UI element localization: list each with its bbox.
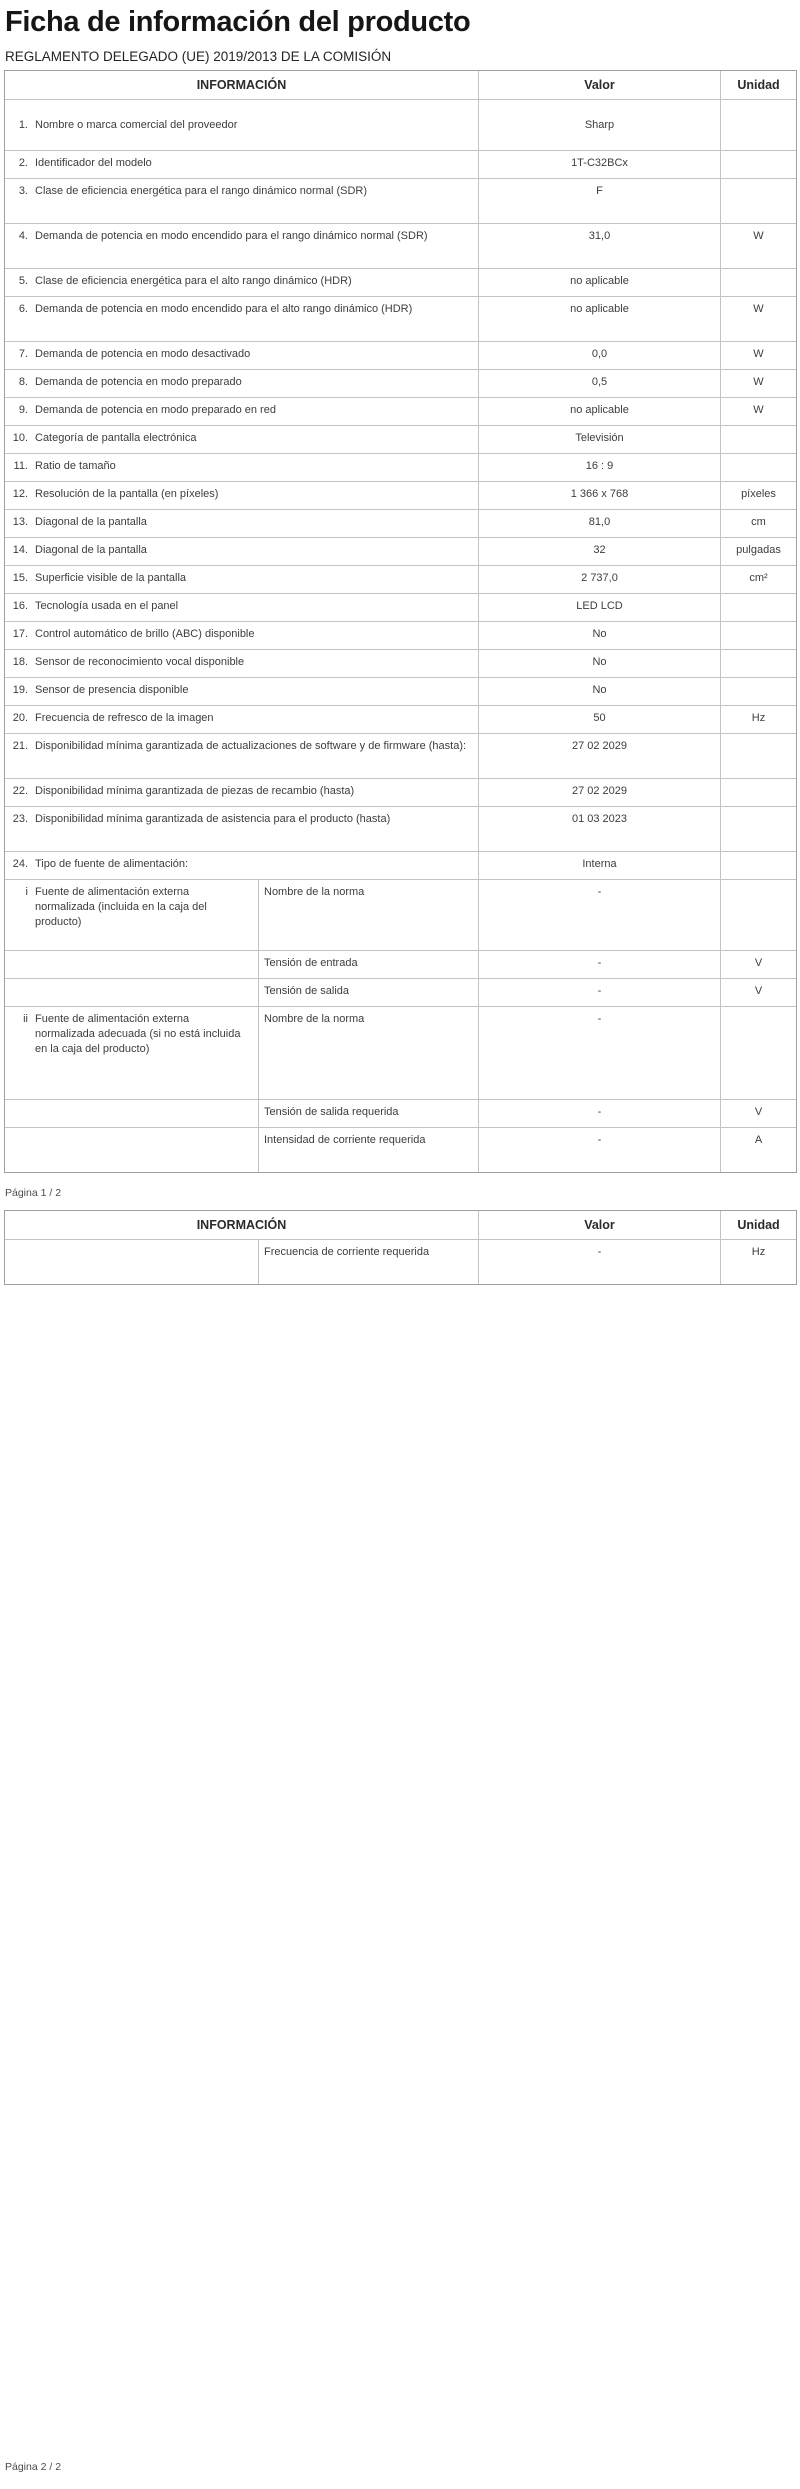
row-unit (720, 807, 796, 851)
row-info-cell (5, 297, 478, 341)
row-info-cell (5, 342, 478, 369)
row-info-cell (5, 370, 478, 397)
row-number: 7. (18, 348, 28, 360)
row-label: Resolución de la pantalla (en píxeles) (35, 488, 219, 500)
row-unit: cm (720, 510, 796, 537)
row-number: i (25, 886, 28, 898)
row-value: 81,0 (478, 510, 720, 537)
table-row-power-supply (5, 1006, 796, 1099)
row-label: Disponibilidad mínima garantizada de actualizaciones de software y de firmware (hasta): (35, 740, 467, 752)
row-value: 0,5 (478, 370, 720, 397)
row-sublabel: Tensión de salida requerida (258, 1100, 478, 1127)
row-info-cell (5, 482, 478, 509)
row-sublabel: Frecuencia de corriente requerida (258, 1240, 478, 1284)
row-number: 12. (12, 488, 28, 500)
row-value: no aplicable (478, 398, 720, 425)
row-unit (720, 880, 796, 950)
row-unit (720, 151, 796, 178)
row-unit: W (720, 370, 796, 397)
row-value: 31,0 (478, 224, 720, 268)
row-value: Televisión (478, 426, 720, 453)
row-label: Clase de eficiencia energética para el alto rango dinámico (HDR) (35, 275, 352, 287)
row-label: Demanda de potencia en modo encendido para el alto rango dinámico (HDR) (35, 303, 413, 315)
row-value: No (478, 650, 720, 677)
row-unit: V (720, 979, 796, 1006)
row-unit: Hz (720, 1240, 796, 1284)
row-value: Sharp (478, 100, 720, 150)
row-info-cell (5, 1007, 258, 1099)
row-number: 17. (12, 628, 28, 640)
row-number: 16. (12, 600, 28, 612)
row-info-cell (5, 807, 478, 851)
row-number: 8. (18, 376, 28, 388)
row-unit: Hz (720, 706, 796, 733)
row-number: 6. (18, 303, 28, 315)
row-number: 19. (12, 684, 28, 696)
row-number: 3. (18, 185, 28, 197)
row-sublabel: Nombre de la norma (258, 1007, 478, 1099)
row-label: Tipo de fuente de alimentación: (35, 858, 189, 870)
column-header-valor: Valor (478, 1211, 720, 1239)
row-label: Identificador del modelo (35, 157, 152, 169)
row-unit: píxeles (720, 482, 796, 509)
row-value: 32 (478, 538, 720, 565)
row-info-cell (5, 706, 478, 733)
row-value: No (478, 678, 720, 705)
row-sublabel: Nombre de la norma (258, 880, 478, 950)
row-number: 22. (12, 785, 28, 797)
table-row-power-supply (5, 1099, 796, 1127)
row-sublabel: Tensión de salida (258, 979, 478, 1006)
row-unit (720, 269, 796, 296)
row-label: Demanda de potencia en modo preparado (35, 376, 242, 388)
row-info-cell (5, 979, 258, 1006)
table-row (5, 778, 796, 806)
row-info-cell (5, 678, 478, 705)
row-number: 14. (12, 544, 28, 556)
table-row (5, 565, 796, 593)
row-info-cell (5, 1128, 258, 1172)
row-info-cell (5, 1100, 258, 1127)
page-footer-1: Página 1 / 2 (5, 1187, 62, 1199)
row-number: 15. (12, 572, 28, 584)
row-unit (720, 622, 796, 649)
table-row (5, 851, 796, 879)
table-row (5, 453, 796, 481)
row-value: no aplicable (478, 297, 720, 341)
row-value: 2 737,0 (478, 566, 720, 593)
table-row (5, 178, 796, 223)
table-row (5, 705, 796, 733)
row-number: 21. (12, 740, 28, 752)
row-info-cell (5, 880, 258, 950)
table-row (5, 733, 796, 778)
row-value: - (478, 1100, 720, 1127)
row-label: Nombre o marca comercial del proveedor (35, 119, 238, 131)
table-row (5, 677, 796, 705)
table-row-power-supply (5, 1127, 796, 1172)
row-unit (720, 594, 796, 621)
table-row (5, 150, 796, 178)
column-header-informacion: INFORMACIÓN (196, 1217, 287, 1232)
row-info-cell (5, 566, 478, 593)
row-label: Demanda de potencia en modo desactivado (35, 348, 251, 360)
table-row (5, 621, 796, 649)
row-info-cell (5, 734, 478, 778)
row-value: - (478, 1128, 720, 1172)
row-value: LED LCD (478, 594, 720, 621)
row-unit: pulgadas (720, 538, 796, 565)
info-table-page1 (4, 70, 797, 1173)
regulation-subtitle: REGLAMENTO DELEGADO (UE) 2019/2013 DE LA COMISIÓN (5, 49, 392, 64)
row-info-cell (5, 650, 478, 677)
row-unit: V (720, 1100, 796, 1127)
table-row (5, 537, 796, 565)
row-info-cell (5, 510, 478, 537)
row-number: 1. (18, 119, 28, 131)
row-value: 1T-C32BCx (478, 151, 720, 178)
row-unit (720, 179, 796, 223)
row-number: 11. (13, 460, 28, 472)
row-unit (720, 678, 796, 705)
row-label: Sensor de reconocimiento vocal disponible (35, 656, 245, 668)
row-unit: W (720, 342, 796, 369)
row-label: Disponibilidad mínima garantizada de asistencia para el producto (hasta) (35, 813, 391, 825)
row-label: Demanda de potencia en modo encendido para el rango dinámico normal (SDR) (35, 230, 428, 242)
row-number: 13. (12, 516, 28, 528)
table-row-power-supply (5, 978, 796, 1006)
table-row (5, 425, 796, 453)
row-unit: W (720, 398, 796, 425)
row-unit (720, 1007, 796, 1099)
table-header-row (5, 1211, 796, 1239)
row-unit (720, 734, 796, 778)
row-info-cell (5, 151, 478, 178)
table-row (5, 481, 796, 509)
table-row (5, 509, 796, 537)
row-info-cell (5, 426, 478, 453)
table-row (5, 268, 796, 296)
row-label: Clase de eficiencia energética para el rango dinámico normal (SDR) (35, 185, 367, 197)
row-label: Fuente de alimentación externa normalizada (incluida en la caja del producto) (35, 886, 207, 928)
row-info-cell (5, 269, 478, 296)
row-value: 50 (478, 706, 720, 733)
row-label: Sensor de presencia disponible (35, 684, 189, 696)
page-footer-2: Página 2 / 2 (5, 2461, 62, 2473)
table-row (5, 223, 796, 268)
column-header-unidad: Unidad (720, 1211, 796, 1239)
row-info-cell (5, 398, 478, 425)
row-value: - (478, 951, 720, 978)
row-number: 5. (18, 275, 28, 287)
row-number: 9. (18, 404, 28, 416)
row-value: - (478, 1007, 720, 1099)
row-info-cell (5, 538, 478, 565)
row-label: Tecnología usada en el panel (35, 600, 179, 612)
table-row (5, 296, 796, 341)
row-value: - (478, 979, 720, 1006)
row-info-cell (5, 1240, 258, 1284)
row-unit: A (720, 1128, 796, 1172)
row-unit: cm² (720, 566, 796, 593)
row-unit (720, 779, 796, 806)
row-info-cell (5, 779, 478, 806)
row-info-cell (5, 179, 478, 223)
table-row-power-supply (5, 950, 796, 978)
row-unit: V (720, 951, 796, 978)
row-value: no aplicable (478, 269, 720, 296)
row-value: 01 03 2023 (478, 807, 720, 851)
row-label: Ratio de tamaño (35, 460, 116, 472)
row-number: 18. (12, 656, 28, 668)
row-unit: W (720, 224, 796, 268)
row-number: ii (23, 1013, 28, 1025)
row-value: Interna (478, 852, 720, 879)
row-unit (720, 426, 796, 453)
row-value: 27 02 2029 (478, 734, 720, 778)
table-row (5, 369, 796, 397)
column-header-unidad: Unidad (720, 71, 796, 99)
row-info-cell (5, 594, 478, 621)
row-sublabel: Tensión de entrada (258, 951, 478, 978)
table-row (5, 397, 796, 425)
table-row-power-supply (5, 879, 796, 950)
column-header-informacion: INFORMACIÓN (196, 77, 287, 92)
row-label: Diagonal de la pantalla (35, 516, 147, 528)
row-label: Fuente de alimentación externa normalizada adecuada (si no está incluida en la caja del producto) (35, 1013, 241, 1055)
row-unit (720, 454, 796, 481)
row-value: F (478, 179, 720, 223)
row-unit (720, 852, 796, 879)
table-row (5, 99, 796, 150)
row-value: 1 366 x 768 (478, 482, 720, 509)
row-info-cell (5, 951, 258, 978)
row-value: - (478, 880, 720, 950)
row-info-cell (5, 454, 478, 481)
row-value: 16 : 9 (478, 454, 720, 481)
row-number: 20. (12, 712, 28, 724)
row-info-cell (5, 852, 478, 879)
row-label: Frecuencia de refresco de la imagen (35, 712, 214, 724)
table-row (5, 806, 796, 851)
row-info-cell (5, 224, 478, 268)
table-row (5, 593, 796, 621)
row-label: Superficie visible de la pantalla (35, 572, 187, 584)
page-title: Ficha de información del producto (5, 6, 471, 38)
row-label: Categoría de pantalla electrónica (35, 432, 197, 444)
table-row (5, 649, 796, 677)
row-info-cell (5, 100, 478, 150)
row-number: 2. (18, 157, 28, 169)
row-value: - (478, 1240, 720, 1284)
row-label: Disponibilidad mínima garantizada de piezas de recambio (hasta) (35, 785, 355, 797)
info-table-page2 (4, 1210, 797, 1285)
row-unit: W (720, 297, 796, 341)
row-info-cell (5, 622, 478, 649)
row-value: No (478, 622, 720, 649)
row-number: 10. (12, 432, 28, 444)
row-label: Demanda de potencia en modo preparado en red (35, 404, 276, 416)
row-value: 0,0 (478, 342, 720, 369)
row-value: 27 02 2029 (478, 779, 720, 806)
row-label: Diagonal de la pantalla (35, 544, 147, 556)
row-number: 23. (12, 813, 28, 825)
row-number: 24. (12, 858, 28, 870)
row-unit (720, 650, 796, 677)
column-header-valor: Valor (478, 71, 720, 99)
table-header-row (5, 71, 796, 99)
row-sublabel: Intensidad de corriente requerida (258, 1128, 478, 1172)
row-number: 4. (18, 230, 28, 242)
table-row (5, 341, 796, 369)
row-label: Control automático de brillo (ABC) disponible (35, 628, 255, 640)
table-row-power-supply (5, 1239, 796, 1284)
row-unit (720, 100, 796, 150)
